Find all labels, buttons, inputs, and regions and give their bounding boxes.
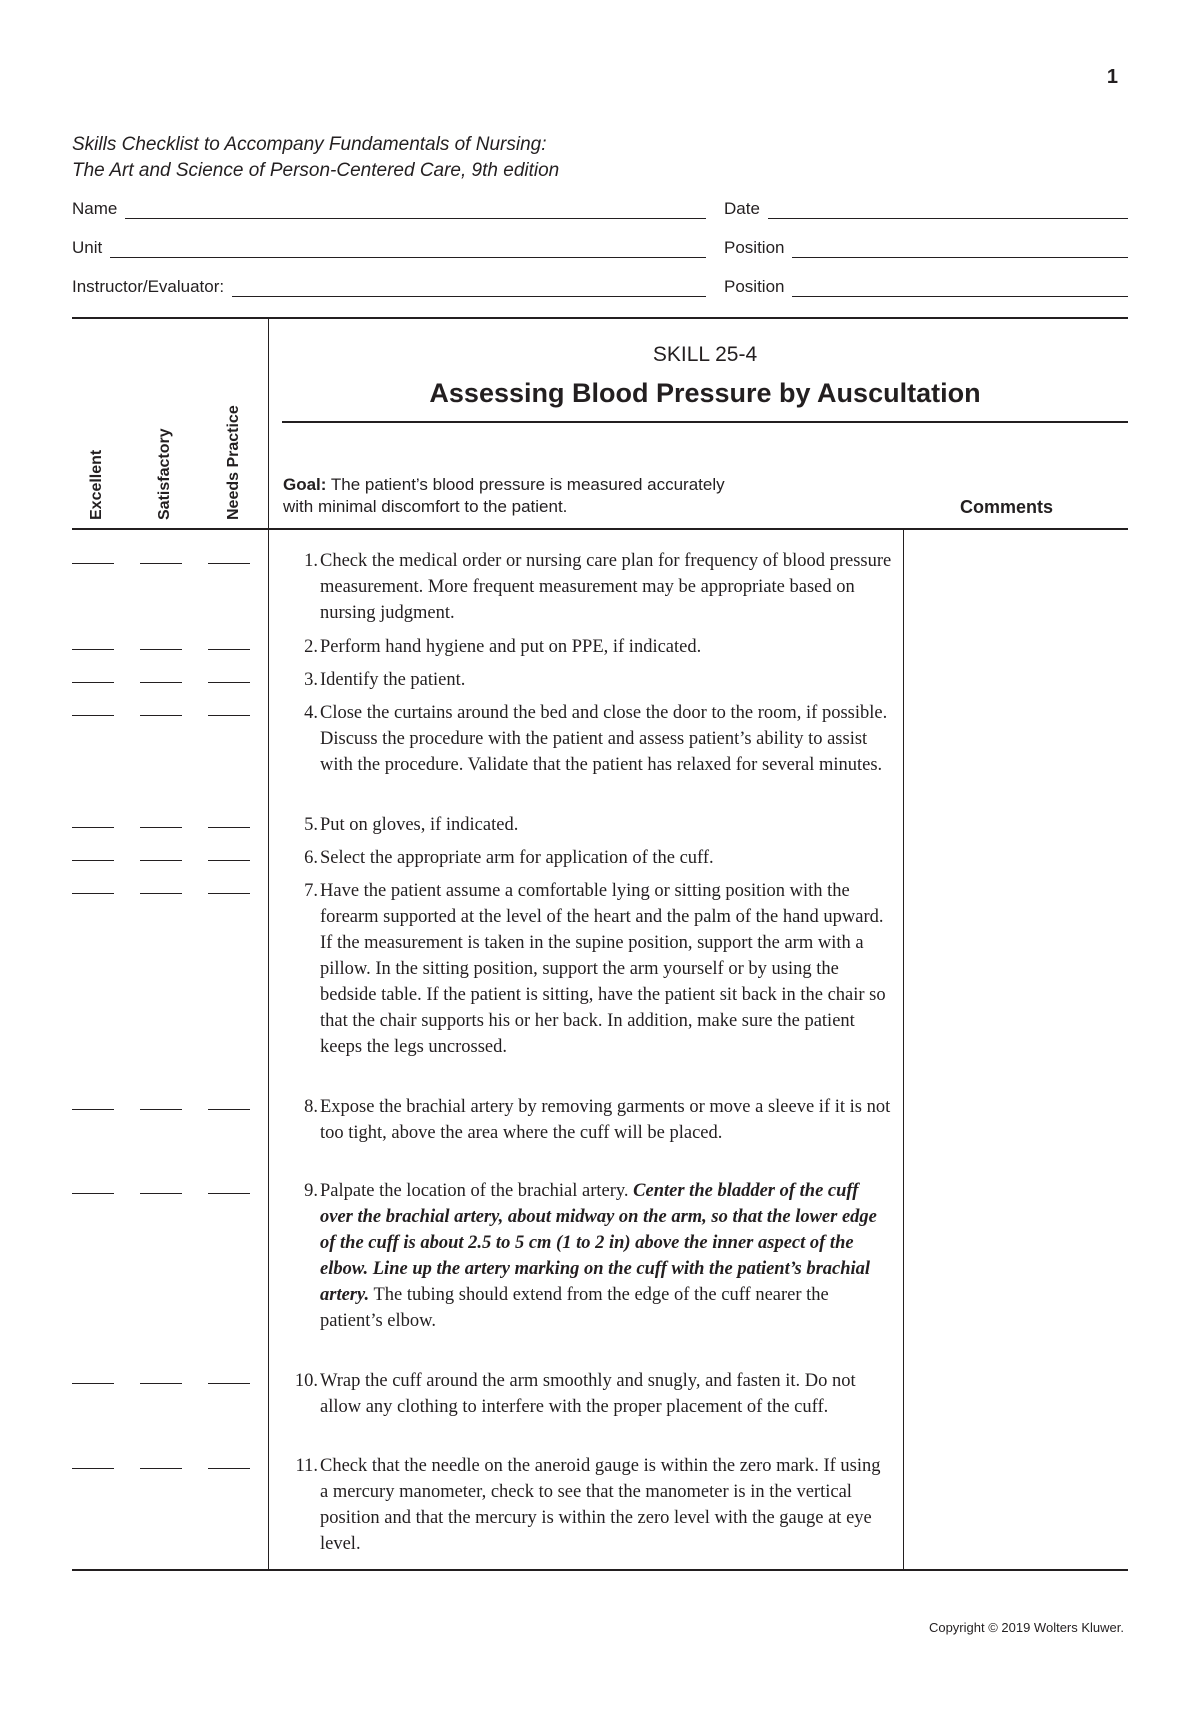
step-6 [280,845,892,871]
title-rule [282,421,1128,423]
step-number: 4. [304,703,318,723]
step-text-emphasis: Center the bladder of the cuff over the brachial artery, about midway on the arm, so that the lower edge of the cuff is about 2.5 to 5 cm (1 to 2 in) above the inner aspect of the elbow. Line up the artery marking on the cuff with the patient’s brachial artery. [320,1181,877,1305]
step-text: Select the appropriate arm for application of the cuff. [320,848,714,868]
table-bottom-rule [72,1569,1128,1571]
step-4 [280,700,892,778]
table-top-rule [72,317,1128,319]
needs-practice-blank[interactable] [208,649,250,650]
excellent-blank[interactable] [72,893,114,894]
step-10 [280,1368,892,1420]
excellent-blank[interactable] [72,1193,114,1194]
header-rule [72,528,1128,530]
goal-text-line-2: with minimal discomfort to the patient. [283,497,568,516]
step-7 [280,878,892,1060]
excellent-blank[interactable] [72,649,114,650]
step-text: Put on gloves, if indicated. [320,815,519,835]
position-label-2: Position [724,277,785,296]
goal-text-line-1: The patient’s blood pressure is measured accurately [326,475,725,494]
unit-label: Unit [72,238,103,257]
satisfactory-blank[interactable] [140,860,182,861]
comments-column-divider [903,530,904,1570]
book-title-line-2: The Art and Science of Person-Centered Care, 9th edition [72,160,560,181]
excellent-blank[interactable] [72,1109,114,1110]
step-number: 10. [294,1371,318,1391]
excellent-blank[interactable] [72,563,114,564]
step-2 [280,634,892,660]
position-field-1[interactable] [724,238,1128,258]
needs-practice-blank[interactable] [208,1383,250,1384]
column-header-excellent: Excellent [88,449,105,520]
satisfactory-blank[interactable] [140,1383,182,1384]
unit-field[interactable] [72,238,706,258]
position-label-1: Position [724,238,785,257]
step-text: Wrap the cuff around the arm smoothly and snugly, and fasten it. Do not allow any clothing to interfere with the proper placement of the cuff. [320,1371,856,1417]
position-field-2[interactable] [724,277,1128,297]
satisfactory-blank[interactable] [140,682,182,683]
step-8 [280,1094,892,1146]
date-field[interactable] [724,199,1128,219]
satisfactory-blank[interactable] [140,1109,182,1110]
unit-line[interactable] [110,241,706,258]
position-line-1[interactable] [792,241,1128,258]
satisfactory-blank[interactable] [140,649,182,650]
satisfactory-blank[interactable] [140,893,182,894]
position-line-2[interactable] [792,280,1128,297]
step-11 [280,1453,892,1557]
goal-statement [283,474,883,518]
date-label: Date [724,199,760,218]
step-number: 6. [304,848,318,868]
satisfactory-blank[interactable] [140,1468,182,1469]
step-text: Close the curtains around the bed and close the door to the room, if possible. Discuss the procedure with the patient and assess patient’s ability to assist with the procedure. Validate that the patient has relaxed for several minutes. [320,703,888,775]
skill-number: SKILL 25-4 [652,343,758,366]
step-number: 1. [304,551,318,571]
book-title-line-1: Skills Checklist to Accompany Fundamentals of Nursing: [72,134,547,155]
skill-title: Assessing Blood Pressure by Auscultation [429,378,981,408]
needs-practice-blank[interactable] [208,563,250,564]
goal-label: Goal: [283,475,327,494]
excellent-blank[interactable] [72,1468,114,1469]
step-number: 8. [304,1097,318,1117]
book-title [72,132,559,184]
excellent-blank[interactable] [72,827,114,828]
step-text [320,1178,892,1334]
name-line[interactable] [125,202,706,219]
step-text: Expose the brachial artery by removing garments or move a sleeve if it is not too tight, above the area where the cuff will be placed. [320,1097,891,1143]
step-text-trail: The tubing should extend from the edge of the cuff nearer the patient’s elbow. [320,1285,829,1331]
satisfactory-blank[interactable] [140,715,182,716]
column-header-satisfactory: Satisfactory [156,428,173,520]
page-number: 1 [1106,66,1118,88]
name-field[interactable] [72,199,706,219]
needs-practice-blank[interactable] [208,827,250,828]
instructor-line[interactable] [232,280,706,297]
needs-practice-blank[interactable] [208,1193,250,1194]
step-number: 3. [304,670,318,690]
needs-practice-blank[interactable] [208,860,250,861]
needs-practice-blank[interactable] [208,1109,250,1110]
satisfactory-blank[interactable] [140,1193,182,1194]
step-number: 7. [304,881,318,901]
step-number: 9. [304,1181,318,1201]
column-header-needs-practice: Needs Practice [225,405,242,520]
instructor-label: Instructor/Evaluator: [72,277,225,296]
needs-practice-blank[interactable] [208,682,250,683]
date-line[interactable] [768,202,1128,219]
instructor-field[interactable] [72,277,706,297]
step-text: Check that the needle on the aneroid gauge is within the zero mark. If using a mercury manometer, check to see that the manometer is in the vertical position and that the mercury is within the zero level with the gauge at eye level. [320,1456,881,1554]
name-label: Name [72,199,118,218]
satisfactory-blank[interactable] [140,827,182,828]
needs-practice-blank[interactable] [208,715,250,716]
step-number: 2. [304,637,318,657]
step-3 [280,667,892,693]
excellent-blank[interactable] [72,715,114,716]
step-text: Identify the patient. [320,670,466,690]
needs-practice-blank[interactable] [208,893,250,894]
step-1 [280,548,892,626]
step-number: 11. [295,1456,318,1476]
needs-practice-blank[interactable] [208,1468,250,1469]
step-5 [280,812,892,838]
satisfactory-blank[interactable] [140,563,182,564]
step-number: 5. [304,815,318,835]
step-text: Check the medical order or nursing care plan for frequency of blood pressure measurement. More frequent measurement may be appropriate based on nursing judgment. [320,551,892,623]
copyright-notice: Copyright © 2019 Wolters Kluwer. [928,1620,1124,1635]
excellent-blank[interactable] [72,1383,114,1384]
excellent-blank[interactable] [72,860,114,861]
step-text: Have the patient assume a comfortable lying or sitting position with the forearm supported at the level of the heart and the palm of the hand upward. If the measurement is taken in the supine position, support the arm with a pillow. In the sitting position, support the arm yourself or by using the bedside table. If the patient is sitting, have the patient sit back in the chair so that the chair supports his or her back. In addition, make sure the patient keeps the legs uncrossed. [320,881,886,1057]
excellent-blank[interactable] [72,682,114,683]
step-text: Perform hand hygiene and put on PPE, if indicated. [320,637,702,657]
rating-column-divider [268,319,269,1570]
comments-header: Comments [960,497,1054,517]
step-text-lead: Palpate the location of the brachial artery. [320,1181,634,1201]
step-9 [280,1178,892,1334]
